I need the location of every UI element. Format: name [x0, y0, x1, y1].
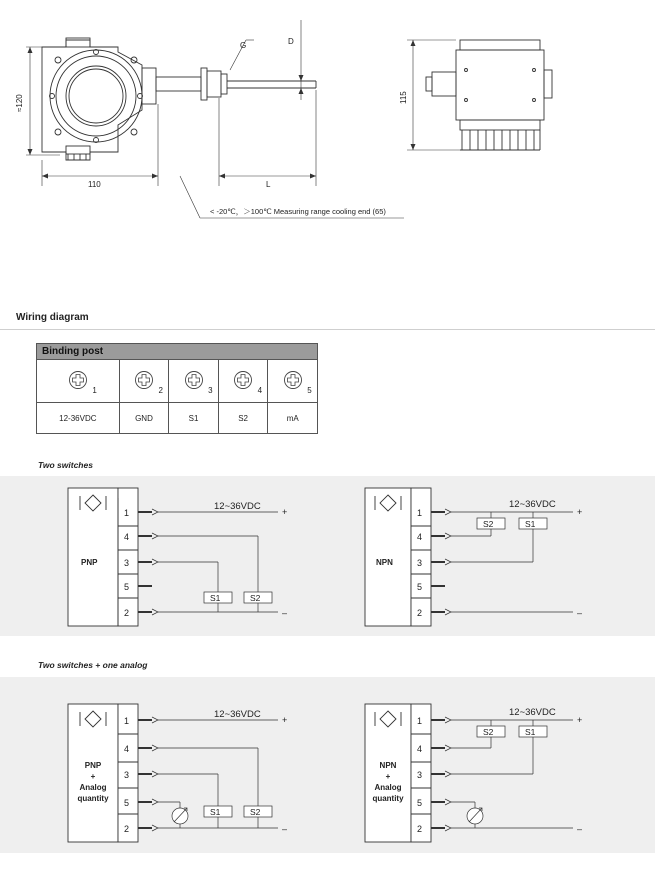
supply-label: 12~36VDC: [214, 709, 261, 720]
post-label: 12-36VDC: [37, 403, 120, 434]
switch-s2-label: S2: [250, 593, 261, 603]
two-switches-title: Two switches: [38, 460, 93, 470]
post-label: GND: [119, 403, 169, 434]
dim-g-label: G: [240, 41, 247, 50]
post-label: S1: [169, 403, 219, 434]
switch-s2-label: S2: [483, 519, 494, 529]
switch-s1-label: S1: [210, 807, 221, 817]
sensor-type-label: PNP: [84, 761, 102, 770]
pin-number: 2: [417, 608, 423, 618]
switch-s1-label: S1: [210, 593, 221, 603]
pin-number: 5: [124, 798, 130, 808]
post-label: S2: [218, 403, 268, 434]
switch-s1-label: S1: [525, 519, 536, 529]
pin-number: 3: [124, 770, 130, 780]
pin-number: 4: [124, 532, 130, 542]
pin-number: 1: [124, 716, 130, 726]
pin-number: 2: [124, 824, 130, 834]
sensor-type-label: NPN: [376, 558, 393, 567]
minus-label: –: [577, 824, 583, 834]
switch-s2-label: S2: [250, 807, 261, 817]
post-number: 2: [158, 386, 163, 395]
pin-number: 4: [124, 744, 130, 754]
plus-label: +: [282, 715, 288, 725]
post-number: 3: [208, 386, 213, 395]
pin-number: 1: [124, 508, 130, 518]
dim-l-label: L: [266, 180, 271, 189]
pin-number: 5: [417, 582, 423, 592]
dim-height-label: ≈120: [15, 94, 24, 112]
sensor-type-analog: Analog: [79, 783, 107, 792]
pin-number: 4: [417, 744, 423, 754]
pin-number: 4: [417, 532, 423, 542]
pin-number: 1: [417, 716, 423, 726]
supply-label: 12~36VDC: [214, 501, 261, 512]
wiring-section-title: Wiring diagram: [16, 312, 89, 323]
dim-d-label: D: [288, 37, 294, 46]
sensor-type-plus: +: [385, 772, 391, 781]
post-number: 1: [92, 386, 97, 395]
post-number: 4: [257, 386, 263, 395]
minus-label: –: [577, 608, 583, 618]
pin-number: 2: [124, 608, 130, 618]
pin-number: 2: [417, 824, 423, 834]
switch-s2-label: S2: [483, 727, 494, 737]
supply-label: 12~36VDC: [509, 499, 556, 510]
sensor-type-quantity: quantity: [372, 794, 404, 803]
pin-number: 3: [417, 558, 423, 568]
sensor-type-label: NPN: [379, 761, 397, 770]
minus-label: –: [282, 608, 288, 618]
two-switches-analog-title: Two switches + one analog: [38, 660, 148, 670]
binding-post-header: Binding post: [37, 344, 318, 360]
sensor-type-plus: +: [90, 772, 96, 781]
pin-number: 3: [124, 558, 130, 568]
sensor-type-analog: Analog: [374, 783, 402, 792]
cooling-note: < -20℃，＞100℃ Measuring range cooling end (65): [210, 207, 386, 216]
post-number: 5: [307, 386, 312, 395]
minus-label: –: [282, 824, 288, 834]
supply-label: 12~36VDC: [509, 707, 556, 718]
sensor-type-quantity: quantity: [77, 794, 109, 803]
pin-number: 5: [124, 582, 130, 592]
plus-label: +: [577, 715, 583, 725]
post-label: mA: [268, 403, 318, 434]
pin-number: 3: [417, 770, 423, 780]
pin-number: 5: [417, 798, 423, 808]
pin-number: 1: [417, 508, 423, 518]
dim-110-label: 110: [88, 180, 101, 189]
dim-115-label: 115: [399, 91, 408, 104]
sensor-type-label: PNP: [81, 558, 98, 567]
switch-s1-label: S1: [525, 727, 536, 737]
plus-label: +: [577, 507, 583, 517]
plus-label: +: [282, 507, 288, 517]
